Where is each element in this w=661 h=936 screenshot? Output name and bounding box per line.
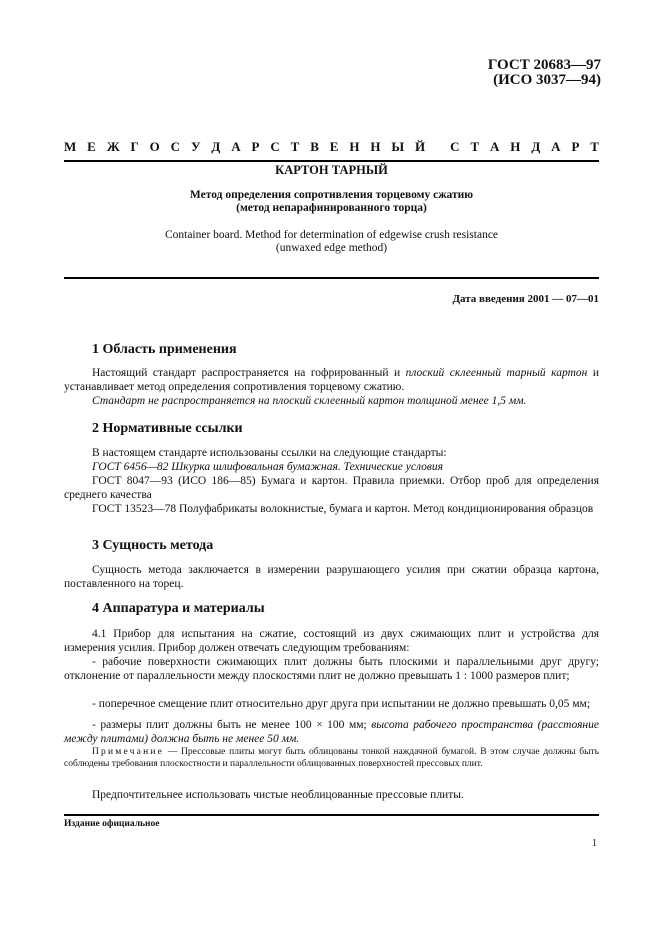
standard-type-letter: С: [170, 139, 181, 154]
document-code-iso: (ИСО 3037—94): [493, 72, 601, 88]
section-2-reference-1: ГОСТ 6456—82 Шкурка шлифовальная бумажная. Технические условия: [92, 461, 443, 473]
standard-type-letter: В: [310, 139, 319, 154]
standard-type-letter: Н: [349, 139, 360, 154]
top-divider: [64, 160, 599, 162]
section-2-reference-2: ГОСТ 8047—93 (ИСО 186—85) Бумага и картон. Правила приемки. Отбор проб для определения среднего качества: [64, 475, 599, 501]
page-number: 1: [592, 838, 597, 849]
section-1-paragraph-1: [64, 366, 599, 394]
standard-type-letter: Н: [370, 139, 381, 154]
standard-type-letter: О: [149, 139, 160, 154]
title-divider: [64, 277, 599, 279]
english-title-line-1: Container board. Method for determination of edgewise crush resistance: [164, 229, 499, 241]
section-1-paragraph-2: Стандарт не распространяется на плоский склеенный картон толщиной менее 1,5 мм.: [92, 395, 527, 407]
note-label: Примечание: [92, 747, 165, 757]
standard-type-letter: А: [551, 139, 561, 154]
standard-type-letter: Ж: [106, 139, 120, 154]
section-1-heading: 1 Область применения: [92, 342, 237, 357]
standard-type-letter: Г: [130, 139, 139, 154]
subtitle-line-1: Метод определения сопротивления торцевому сжатию: [189, 189, 474, 201]
standard-type-letter: Р: [251, 139, 260, 154]
section-4-paragraph-1: 4.1 Прибор для испытания на сжатие, состоящий из двух сжимающих плит и устройства для измерения усилия. Прибор должен отвечать следующим требованиям:: [64, 628, 599, 654]
section-4-paragraph-5: Предпочтительнее использовать чистые необлицованные прессовые плиты.: [92, 789, 464, 801]
standard-type-letter: Р: [571, 139, 580, 154]
standard-type-letter: Т: [290, 139, 300, 154]
introduction-date: Дата введения 2001 — 07—01: [452, 293, 599, 305]
standard-type-letter: Т: [590, 139, 599, 154]
section-4-requirement-2: - поперечное смещение плит относительно друг друга при испытании не должно превышать 0,05 мм;: [92, 698, 591, 710]
section-4-heading: 4 Аппаратура и материалы: [92, 601, 265, 616]
standard-type-letter: У: [190, 139, 201, 154]
standard-type-letter: Е: [329, 139, 339, 154]
footer-divider: [64, 814, 599, 816]
subtitle-line-2: (метод непарафинированного торца): [236, 202, 427, 214]
standard-type-letter: С: [270, 139, 280, 154]
document-title: КАРТОН ТАРНЫЙ: [275, 163, 388, 177]
standard-type-letter: Д: [531, 139, 541, 154]
standard-type-letter: А: [231, 139, 241, 154]
document-subtitle: [64, 189, 599, 215]
standard-type-letter: М: [64, 139, 77, 154]
section-4-note: [64, 747, 599, 770]
section-4-requirement-1: - рабочие поверхности сжимающих плит должны быть плоскими и параллельными друг другу; отклонение от параллельности между плоскостями плит не должно превышать 1 : 1000 размеров плит;: [64, 656, 599, 682]
document-code-gost: ГОСТ 20683—97: [487, 57, 601, 73]
standard-type-letter: С: [450, 139, 460, 154]
section-3-heading: 3 Сущность метода: [92, 538, 214, 553]
english-title-line-2: (unwaxed edge method): [275, 242, 388, 254]
standard-type-heading: [64, 139, 599, 155]
section-4-requirement-3: [64, 718, 599, 746]
section-2-heading: 2 Нормативные ссылки: [92, 421, 243, 436]
standard-type-letter: Н: [510, 139, 521, 154]
english-title: [64, 229, 599, 255]
section-2-reference-3: ГОСТ 13523—78 Полуфабрикаты волокнистые, бумага и картон. Метод кондиционирования образцов: [92, 503, 594, 515]
edition-label: Издание официальное: [64, 819, 160, 829]
s1-p1-text-a: Настоящий стандарт распространяется на гофрированный и: [92, 367, 406, 379]
s1-p1-text-c: и устанавливает метод определения сопротивления торцевому сжатию.: [64, 367, 599, 393]
standard-type-letter: А: [490, 139, 500, 154]
section-2-paragraph-1: В настоящем стандарте использованы ссылки на следующие стандарты:: [92, 447, 447, 459]
s4-p4-text-a: - размеры плит должны быть не менее 100 × 100 мм;: [92, 719, 372, 731]
s4-p4-text-b: высота рабочего пространства (расстояние между плитами) должна быть не менее 50 мм.: [64, 719, 599, 745]
note-text: — Прессовые плиты могут быть облицованы тонкой наждачной бумагой. В этом случае должны быть соблюдены требования плоскостности и параллельности облицованных поверхностей прессовых плит.: [64, 747, 599, 769]
standard-type-letter: Ы: [391, 139, 405, 154]
section-3-paragraph-1: Сущность метода заключается в измерении разрушающего усилия при сжатии образца картона, поставленного на торец.: [64, 564, 599, 590]
standard-type-letter: Т: [470, 139, 480, 154]
standard-type-letter: Й: [415, 139, 426, 154]
standard-type-letter: Д: [211, 139, 221, 154]
standard-type-letter: [436, 139, 439, 155]
s1-p1-text-b: плоский склеенный тарный картон: [405, 367, 588, 379]
standard-type-letter: Е: [87, 139, 96, 154]
